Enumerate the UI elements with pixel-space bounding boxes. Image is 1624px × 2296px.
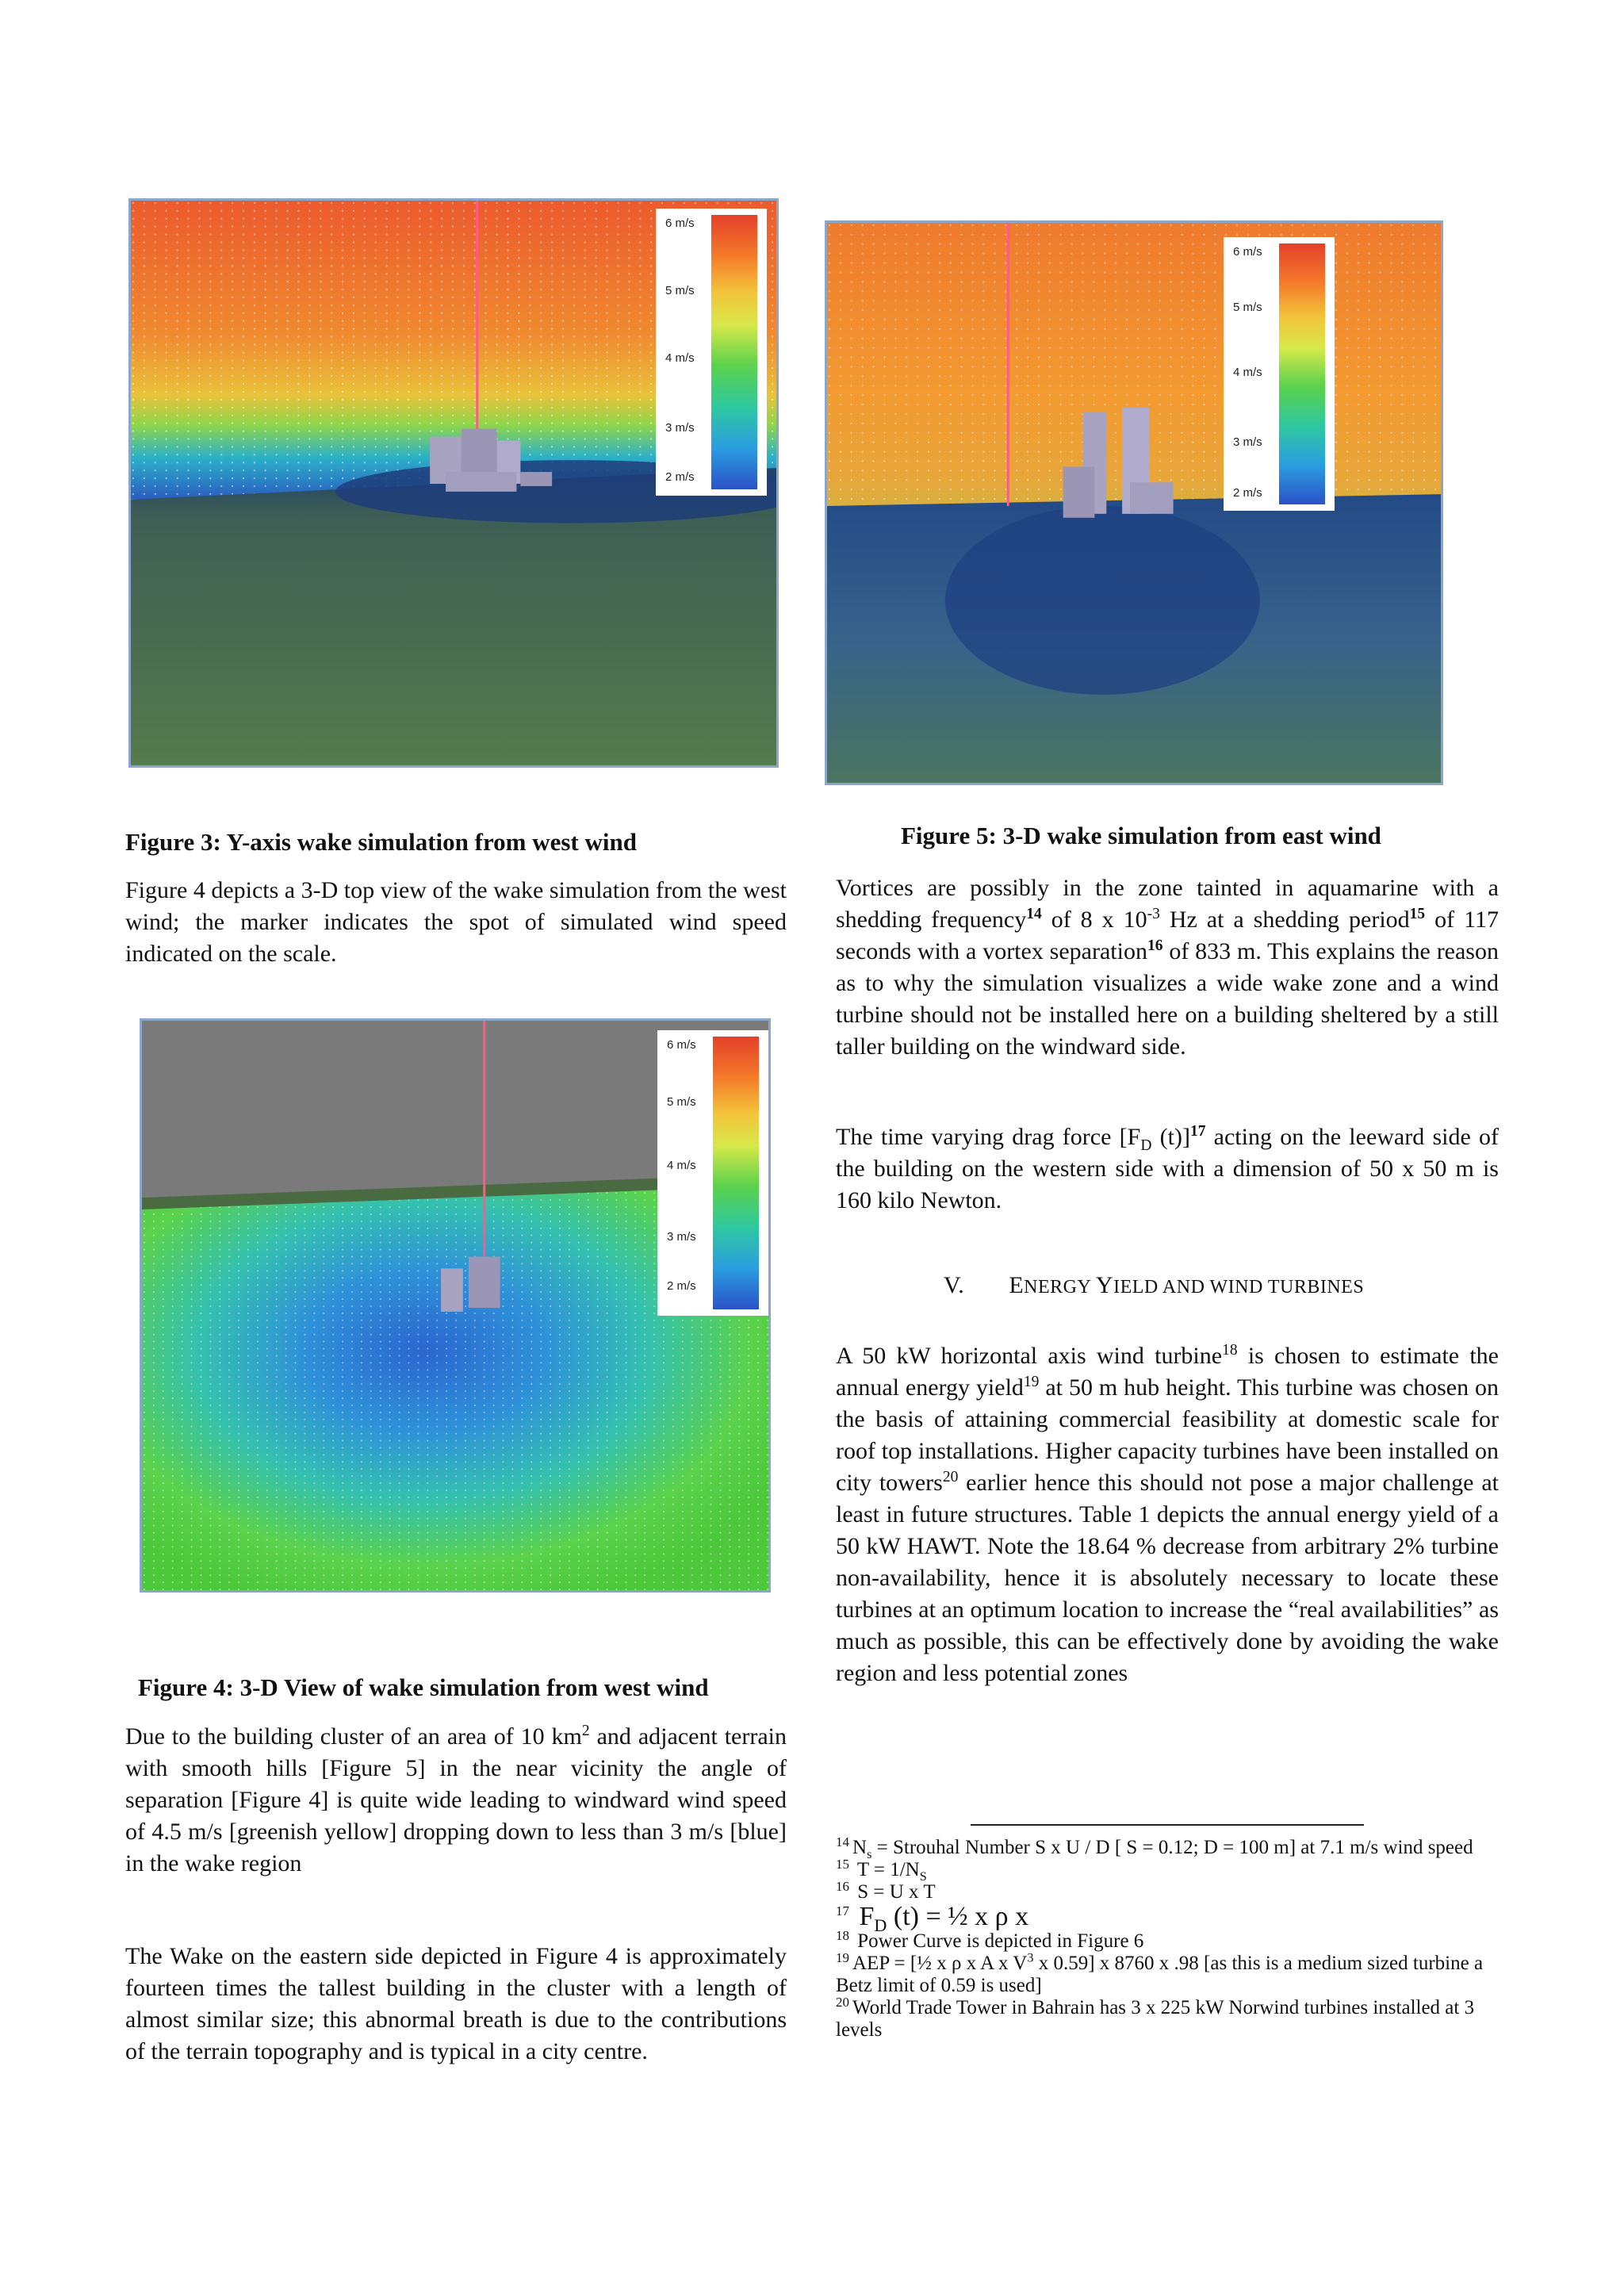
figure-4-color-scale — [657, 1030, 768, 1316]
scale-label-5: 5 m/s — [1233, 301, 1262, 314]
subscript: s — [867, 1847, 872, 1861]
scale-label-2: 2 m/s — [665, 470, 695, 484]
color-scale-bar — [713, 1037, 759, 1309]
section-number: V. — [944, 1272, 965, 1298]
subscript: D — [1140, 1137, 1152, 1154]
footnote-number: 19 — [836, 1949, 849, 1965]
section-heading — [944, 1272, 1364, 1299]
scale-label-5: 5 m/s — [665, 284, 695, 297]
text-run: Vortices are possibly in the zone tainted in aquamarine with a shedding frequency — [836, 875, 1499, 933]
text-run: T = 1/N — [856, 1859, 920, 1880]
text-run: N — [852, 1837, 868, 1858]
footnote-ref: 15 — [1409, 906, 1426, 922]
text-run: at 50 m hub height. This turbine was chosen on the basis of attaining commercial feasibility at domestic scale for roof top installations. Higher capacity turbines have been installed on city towers — [836, 1374, 1500, 1496]
text-run: of 8 x 10 — [1041, 907, 1147, 933]
footnote-ref: 14 — [1026, 906, 1042, 922]
footnote-number: 16 — [836, 1878, 849, 1894]
figure-5-color-scale — [1224, 237, 1335, 511]
figure-4-caption: Figure 4: 3-D View of wake simulation from west wind — [138, 1673, 709, 1701]
footnote-15 — [836, 1856, 1499, 1884]
footnote-ref: 18 — [1222, 1342, 1238, 1359]
text-run: of 117 seconds with a vortex separation — [836, 907, 1499, 964]
left-paragraph-1: Figure 4 depicts a 3-D top view of the wake simulation from the west wind; the marker indicates the spot of simulated wind speed indicated on the scale. — [125, 877, 787, 967]
text-run: AEP = [½ x ρ x A x V — [852, 1953, 1028, 1974]
scale-label-6: 6 m/s — [1233, 245, 1262, 259]
superscript: 2 — [581, 1723, 590, 1739]
text-run: acting on the leeward side of the building on the western side with a dimension of 50 x 50 m is 160 kilo Newton. — [836, 1124, 1500, 1213]
footnote-ref: 20 — [942, 1469, 959, 1485]
right-paragraph-3 — [836, 1340, 1499, 1689]
subscript: D — [874, 1915, 887, 1935]
text-run: NERGY — [1024, 1277, 1096, 1297]
color-scale-bar — [711, 215, 757, 489]
superscript: -3 — [1147, 906, 1160, 922]
figure-5-simulation — [827, 223, 1441, 783]
text-run: A 50 kW horizontal axis wind turbine — [836, 1343, 1223, 1369]
scale-label-2: 2 m/s — [1233, 486, 1262, 500]
footnote-number: 17 — [836, 1903, 849, 1918]
scale-label-3: 3 m/s — [1233, 435, 1262, 449]
subscript: S — [919, 1869, 927, 1884]
figure-3-color-scale — [656, 209, 767, 496]
footnote-16 — [836, 1878, 1499, 1903]
text-run: (t)] — [1151, 1124, 1190, 1150]
text-run: (t) = ½ x ρ x — [887, 1902, 1029, 1931]
text-run: F — [859, 1902, 875, 1931]
text-run: Y — [1095, 1272, 1114, 1298]
text-run: and adjacent terrain with smooth hills [Figure 5] in the near vicinity the angle of separation [Figure 4] is quite wide leading to windward wind speed of 4.5 m/s [greenish yellow] dropping down to less than 3 m/s [blue] in the wake region — [125, 1723, 787, 1876]
left-paragraph-3: The Wake on the eastern side depicted in Figure 4 is approximately fourteen times the tallest building in the cluster with a length of almost similar size; this abnormal breath is due to the contributions of the terrain topography and is typical in a city centre. — [125, 1943, 787, 2064]
footnote-19 — [836, 1949, 1499, 1997]
text-run: Hz at a shedding period — [1159, 907, 1410, 933]
footnote-number: 20 — [836, 1994, 849, 2010]
footnote-number: 18 — [836, 1927, 849, 1943]
text-run: World Trade Tower in Bahrain has 3 x 225 kW Norwind turbines installed at 3 levels — [836, 1997, 1475, 2041]
color-scale-bar — [1279, 243, 1325, 504]
text-run: IELD AND WIND TURBINES — [1113, 1277, 1365, 1297]
figure-5-image — [825, 220, 1443, 785]
text-run: E — [1009, 1272, 1025, 1298]
scale-label-6: 6 m/s — [665, 217, 695, 230]
text-run: x 0.59] x 8760 x .98 [as this is a medium sized turbine a Betz limit of 0.59 is used] — [836, 1953, 1484, 1996]
text-run: is chosen to estimate the annual energy yield — [836, 1343, 1499, 1401]
figure-4-image — [140, 1018, 771, 1593]
scale-label-3: 3 m/s — [665, 421, 695, 435]
text-run: Due to the building cluster of an area of 10 km — [125, 1723, 582, 1750]
scale-label-2: 2 m/s — [667, 1279, 696, 1293]
superscript: 3 — [1027, 1950, 1034, 1965]
text-run: earlier hence this should not pose a major challenge at least in future structures. Table 1 depicts the annual energy yield of a 50 kW HAWT. Note the 18.64 % decrease from arbitrary 2% turbine non-availability, hence it is absolutely necessary to locate these turbines at an optimum location to increase the “real availabilities” as much as possible, this can be effectively done by avoiding the wake region and less potential zones — [836, 1470, 1499, 1686]
right-paragraph-1 — [836, 872, 1499, 1063]
scale-label-4: 4 m/s — [667, 1159, 696, 1172]
footnote-14 — [836, 1834, 1499, 1861]
scale-label-4: 4 m/s — [665, 351, 695, 365]
footnote-20 — [836, 1994, 1499, 2041]
figure-3-caption: Figure 3: Y-axis wake simulation from west wind — [125, 828, 637, 856]
scale-label-5: 5 m/s — [667, 1095, 696, 1109]
text-run: of 833 m. This explains the reason as to why the simulation visualizes a wide wake zone and a wind turbine should not be installed here on a building sheltered by a still taller building on the windward side. — [836, 938, 1499, 1060]
footnote-number: 15 — [836, 1856, 849, 1872]
figure-3-image — [128, 198, 779, 768]
scale-label-6: 6 m/s — [667, 1038, 696, 1052]
footnote-number: 14 — [836, 1834, 849, 1849]
footnote-ref: 19 — [1023, 1374, 1040, 1390]
footnote-ref: 17 — [1189, 1123, 1206, 1140]
left-paragraph-2 — [125, 1721, 787, 1880]
footnote-separator — [971, 1824, 1364, 1826]
text-run: S = U x T — [857, 1881, 936, 1903]
footnotes — [836, 1834, 1499, 2041]
footnote-ref: 16 — [1147, 937, 1163, 954]
text-run: Power Curve is depicted in Figure 6 — [857, 1930, 1144, 1952]
text-run: = Strouhal Number S x U / D [ S = 0.12; D = 100 m] at 7.1 m/s wind speed — [871, 1837, 1473, 1858]
scale-label-4: 4 m/s — [1233, 366, 1262, 379]
footnote-18 — [836, 1927, 1499, 1953]
figure-5-caption: Figure 5: 3-D wake simulation from east wind — [901, 822, 1381, 849]
scale-label-3: 3 m/s — [667, 1230, 696, 1244]
right-paragraph-2 — [836, 1121, 1499, 1217]
text-run: The time varying drag force [F — [836, 1124, 1141, 1150]
